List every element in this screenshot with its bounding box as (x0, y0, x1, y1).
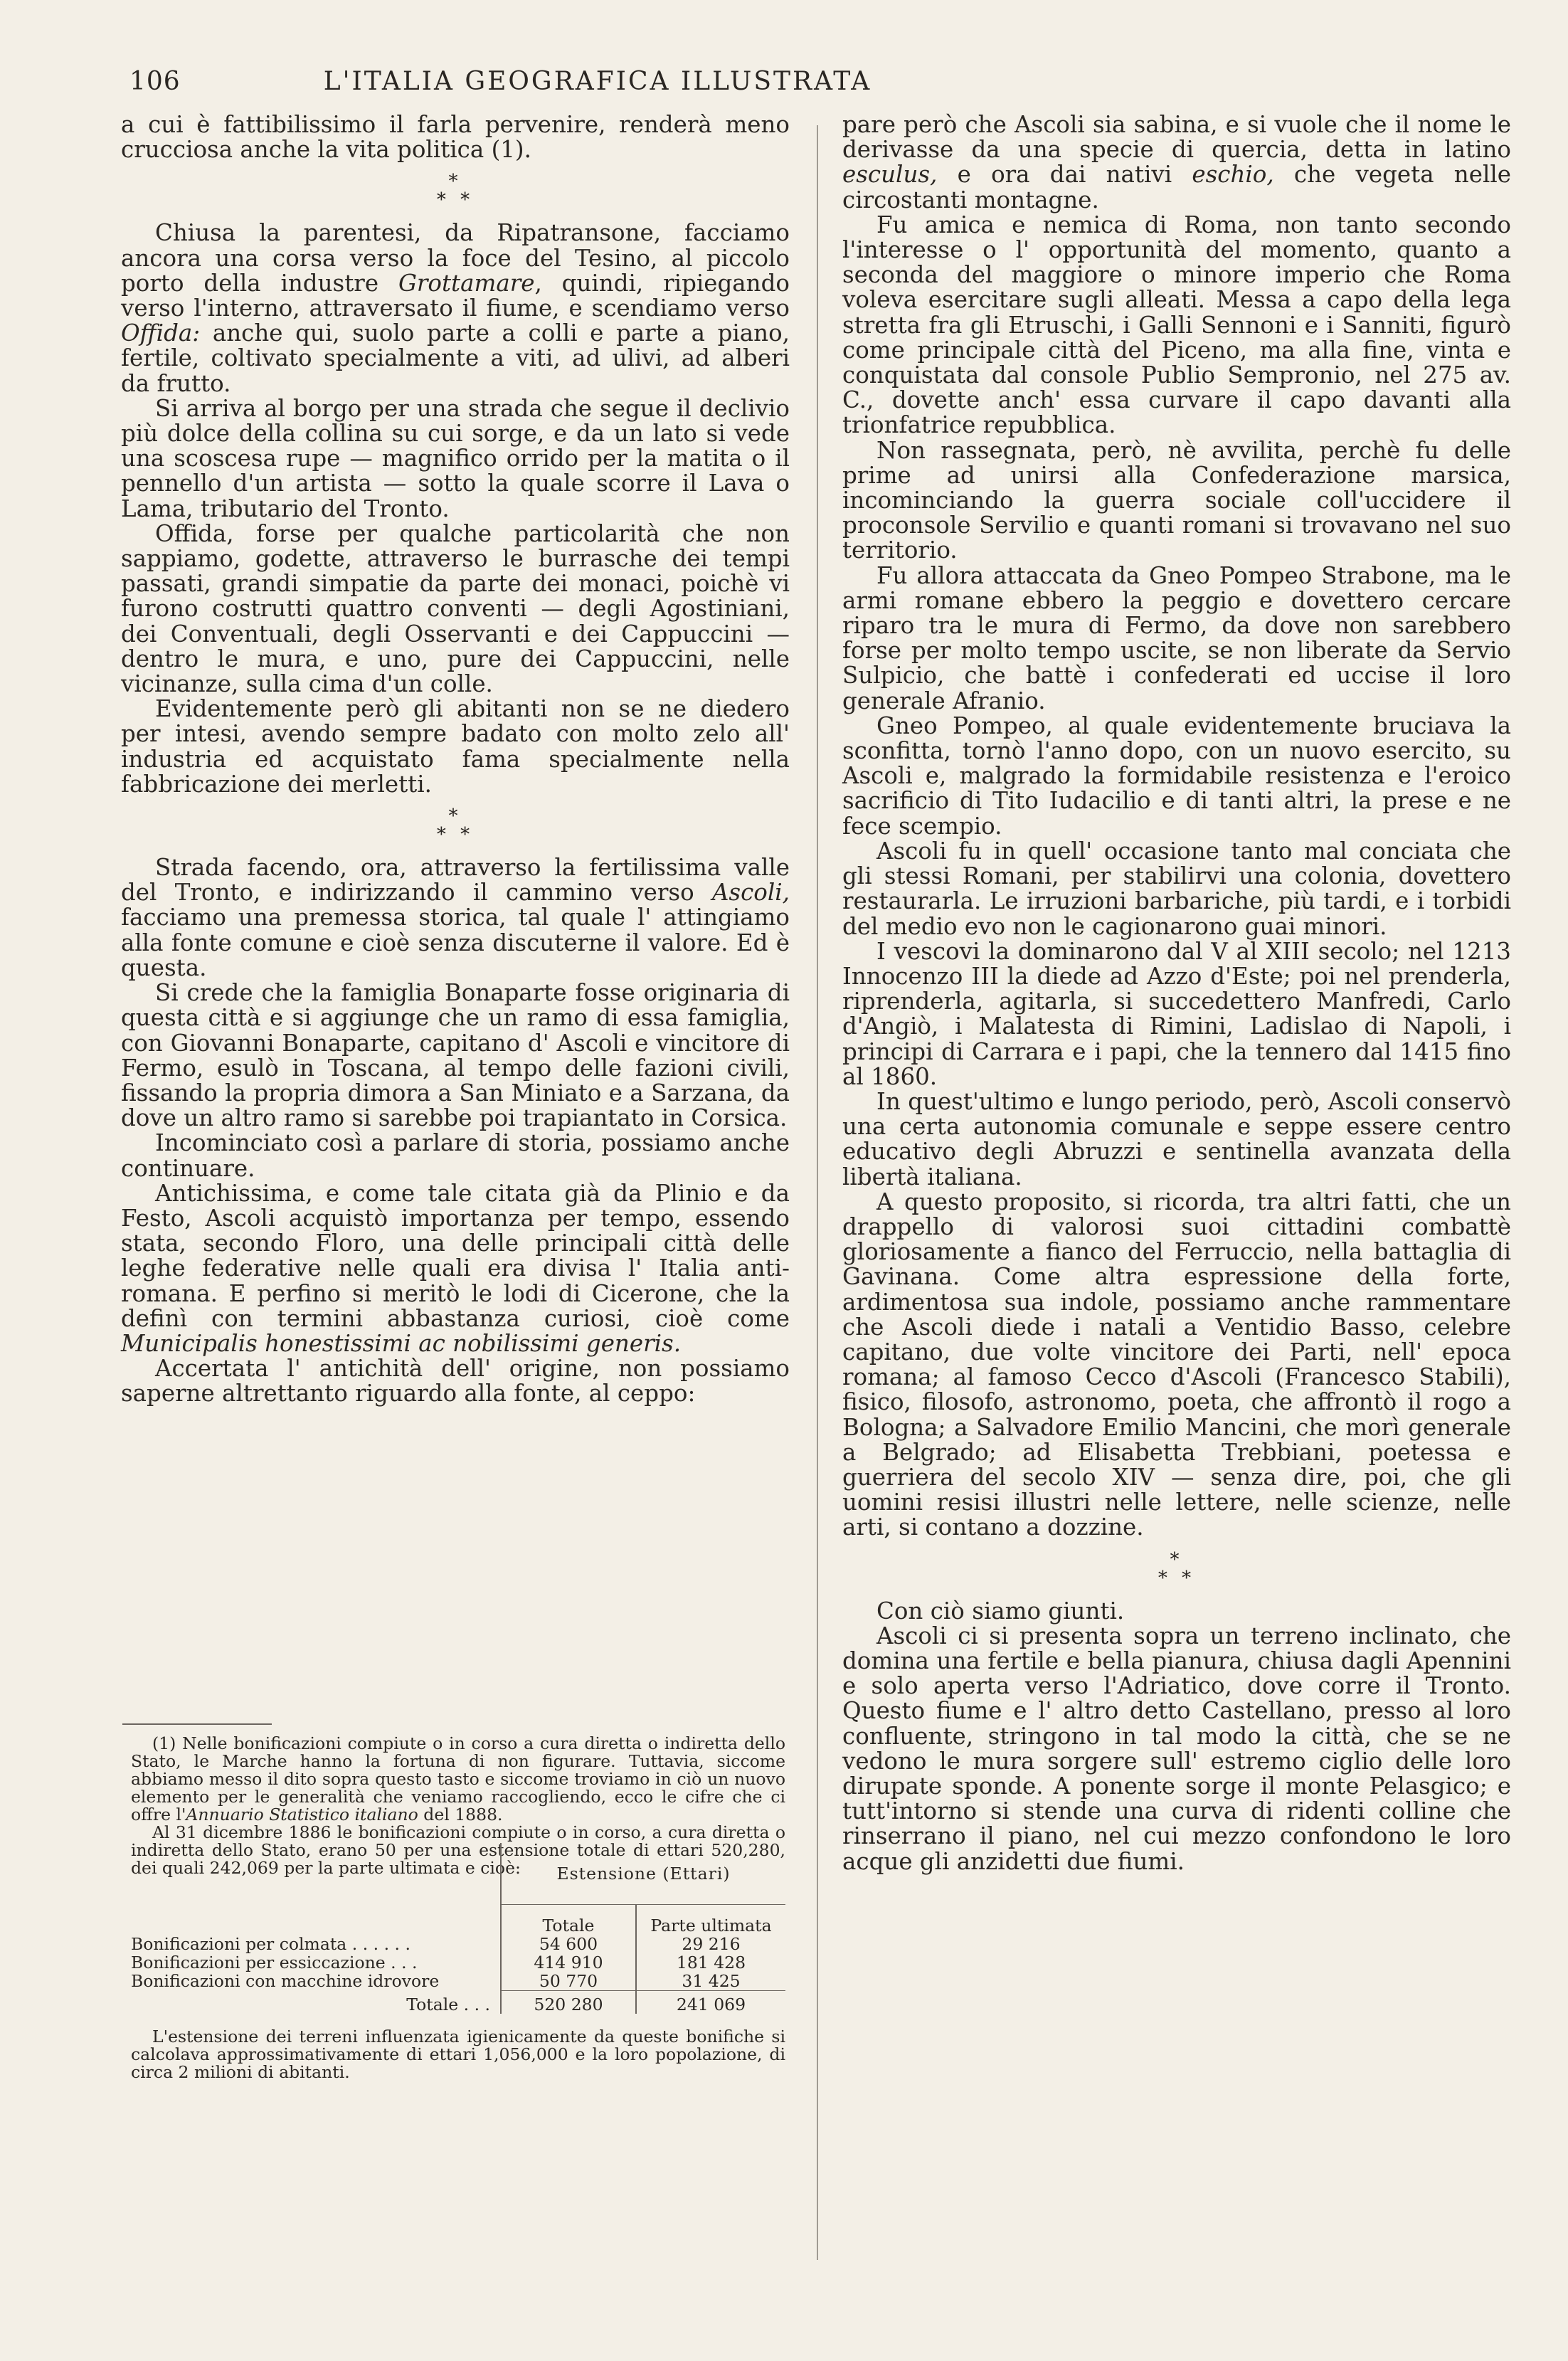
paragraph: Gneo Pompeo, al quale evidentemente bruciava la sconfitta, tornò l'anno dopo, con un nuovo esercito, su Ascoli e, malgrado la formidabile resistenza e l'eroico sacrificio di Tito Iudacilio e di tanti altri, la prese e ne fece scempio. (842, 712, 1511, 840)
paragraph: Strada facendo, ora, attraverso la fertilissima valle del Tronto, e indirizzando il cammino verso Ascoli, facciamo una premessa storica, tal quale l' attingiamo alla fonte comune e cioè senza discuterne il valore. Ed è questa. (121, 854, 790, 981)
reclamation-table (131, 1843, 785, 2014)
running-title: L'ITALIA GEOGRAFICA ILLUSTRATA (323, 67, 872, 96)
column-header-totale: Totale (501, 1905, 636, 1935)
page-header (121, 67, 1074, 102)
paragraph: Evidentemente però gli abitanti non se ne diedero per intesi, avendo sempre badato con molto zelo all' industria ed acquistato fama specialmente nella fabbricazione dei merletti. (121, 695, 790, 798)
paragraph: Si arriva al borgo per una strada che segue il declivio più dolce della collina su cui sorge, e da un lato si vede una scoscesa rupe — magnifico orrido per la matita o il pennello d'un artista — sotto la quale scorre il Lava o Lama, tributario del Tronto. (121, 394, 790, 522)
right-column (842, 112, 1511, 1874)
section-break: * * * (436, 171, 475, 211)
left-column (121, 112, 790, 1407)
table-row: Bonificazioni per essiccazione . . . 414 910 181 428 (131, 1953, 785, 1972)
column-divider (817, 125, 818, 2260)
paragraph: pare però che Ascoli sia sabina, e si vuole che il nome le derivasse da una specie di quercia, detta in latino esculus, e ora dai nativi eschio, che vegeta nelle circostanti montagne. (842, 111, 1511, 213)
paragraph: Ascoli ci si presenta sopra un terreno inclinato, che domina una fertile e bella pianura, chiusa dagli Apennini e solo aperta verso l'Adriatico, dove corre il Tronto. Questo fiume e l' altro detto Castellano, presso al loro confluente, stringono in tal modo la città, che se ne vedono le mura sorgere sull' estremo ciglio delle loro dirupate sponde. A ponente sorge il monte Pelasgico; e tutt'intorno si stende una curva di ridenti colline che rinserrano il piano, nel cui mezzo confondono le loro acque gli anzidetti due fiumi. (842, 1622, 1511, 1875)
paragraph: In quest'ultimo e lungo periodo, però, Ascoli conservò una certa autonomia comunale e seppe essere centro educativo degli Abruzzi e sentinella avanzata della libertà italiana. (842, 1087, 1511, 1190)
page-number: 106 (129, 67, 181, 96)
footnote-rule (122, 1723, 272, 1725)
table-row: Bonificazioni per colmata . . . . . . 54 600 29 216 (131, 1935, 785, 1953)
paragraph: Incominciato così a parlare di storia, possiamo anche continuare. (121, 1129, 790, 1182)
paragraph: Ascoli fu in quell' occasione tanto mal conciata che gli stessi Romani, per stabilirvi una colonia, dovettero restaurarla. Le irruzioni barbariche, più tardi, e i torbidi del medio evo non le cagionarono guai minori. (842, 837, 1511, 940)
paragraph: Fu allora attaccata da Gneo Pompeo Strabone, ma le armi romane ebbero la peggio e dovettero cercare riparo tra le mura di Fermo, da dove non sarebbero forse per molto tempo uscite, se non liberate da Servio Sulpicio, che battè i confederati ed uccise il loro generale Afranio. (842, 561, 1511, 714)
table-note: L'estensione dei terreni influenzata igienicamente da queste bonifiche si calcolava approssimativamente di ettari 1,056,000 e la loro popolazione, di circa 2 milioni di abitanti. (131, 2027, 785, 2082)
paragraph: Antichissima, e come tale citata già da Plinio e da Festo, Ascoli acquistò importanza per tempo, essendo stata, secondo Floro, una delle principali città delle leghe federative nelle quali era divisa l' Italia anti-romana. E perfino si meritò le lodi di Cicerone, che la definì con termini abbastanza curiosi, cioè come Municipalis honestissimi ac nobilissimi generis. (121, 1179, 790, 1357)
section-break: * * * (1158, 1548, 1196, 1589)
paragraph: Non rassegnata, però, nè avvilita, perchè fu delle prime ad unirsi alla Confederazione marsica, incominciando la guerra sociale coll'uccidere il proconsole Servilio e quanti romani si trovavano nel suo territorio. (842, 436, 1511, 564)
table-header: Estensione (Ettari) (501, 1843, 785, 1905)
paragraph: Accertata l' antichità dell' origine, non possiamo saperne altrettanto riguardo alla fonte, al ceppo: (121, 1355, 790, 1407)
paragraph: Con ciò siamo giunti. (876, 1597, 1125, 1625)
paragraph: A questo proposito, si ricorda, tra altri fatti, che un drappello di valorosi suoi cittadini combattè gloriosamente a fianco del Ferruccio, nella battaglia di Gavinana. Come altra espressione della forte, ardimentosa sua indole, possiamo anche rammentare che Ascoli diede i natali a Ventidio Basso, celebre capitano, due volte vincitore dei Parti, nell' epoca romana; al famoso Cecco d'Ascoli (Francesco Stabili), fisico, filosofo, astronomo, poeta, che affrontò il rogo a Bologna; a Salvadore Emilio Mancini, che morì generale a Belgrado; ad Elisabetta Trebbiani, poetessa e guerriera del secolo XIV — senza dire, poi, che gli uomini resisi illustri nelle lettere, nelle scienze, nelle arti, si contano a dozzine. (842, 1188, 1511, 1541)
paragraph: Offida, forse per qualche particolarità che non sappiamo, godette, attraverso le burrasche dei tempi passati, grandi simpatie da parte dei monaci, poichè vi furono costrutti quattro conventi — degli Agostiniani, dei Conventuali, degli Osservanti e dei Cappuccini — dentro le mura, e uno, pure dei Cappuccini, nelle vicinanze, sulla cima d'un colle. (121, 519, 790, 698)
paragraph: I vescovi la dominarono dal V al XIII secolo; nel 1213 Innocenzo III la diede ad Azzo d'Este; poi nel prenderla, riprenderla, agitarla, si succedettero Manfredi, Carlo d'Angiò, i Malatesta di Rimini, Ladislao di Napoli, i principi di Carrara e i papi, che la tennero dal 1415 fino al 1860. (842, 937, 1511, 1090)
paragraph: Chiusa la parentesi, da Ripatransone, facciamo ancora una corsa verso la foce del Tesino, al piccolo porto della industre Grottamare, quindi, ripiegando verso l'interno, attraversato il fiume, e scendiamo verso Offida: anche qui, suolo parte a colli e parte a piano, fertile, coltivato specialmente a viti, ad ulivi, ad alberi da frutto. (121, 219, 790, 397)
footnote-text: Al 31 dicembre 1886 le bonificazioni compiute o in corso, a cura diretta o indiretta dello Stato, erano 50 per una estensione totale di ettari 520,280, dei quali 242,069 per la parte ultimata e cioè: (131, 1822, 785, 1878)
section-break: * * * (436, 806, 475, 846)
footnote-text: (1) Nelle bonificazioni compiute o in corso a cura diretta o indiretta dello Stato, le Marche hanno la fortuna di non figurare. Tuttavia, siccome abbiamo messo il dito sopra questo tasto e siccome troviamo in ciò un nuovo elemento per le generalità che veniamo raccogliendo, ecco le cifre che ci offre l'Annuario Statistico italiano del 1888. (131, 1733, 785, 1824)
paragraph: Fu amica e nemica di Roma, non tanto secondo l'interesse o l' opportunità del momento, quanto a seconda del maggiore o minore imperio che Roma voleva esercitare sugli alleati. Messa a capo della lega stretta fra gli Etruschi, i Galli Sennoni e i Sanniti, figurò come principale città del Piceno, ma alla fine, vinta e conquistata dal console Publio Sempronio, nel 275 av. C., dovette anch' essa curvare il capo davanti alla trionfatrice repubblica. (842, 211, 1511, 439)
column-header-ultimata: Parte ultimata (636, 1905, 785, 1935)
table-row: Bonificazioni con macchine idrovore 50 770 31 425 (131, 1972, 785, 1991)
paragraph: a cui è fattibilissimo il farla pervenire, renderà meno crucciosa anche la vita politica (1). (121, 111, 790, 164)
paragraph: Si crede che la famiglia Bonaparte fosse originaria di questa città e si aggiunge che un ramo di essa famiglia, con Giovanni Bonaparte, capitano d' Ascoli e vincitore di Fermo, esulò in Toscana, al tempo delle fazioni civili, fissando la propria dimora a San Miniato e a Sarzana, da dove un altro ramo si sarebbe poi trapiantato in Corsica. (121, 979, 790, 1132)
table-total-row: Totale . . . 520 280 241 069 (131, 1991, 785, 2014)
